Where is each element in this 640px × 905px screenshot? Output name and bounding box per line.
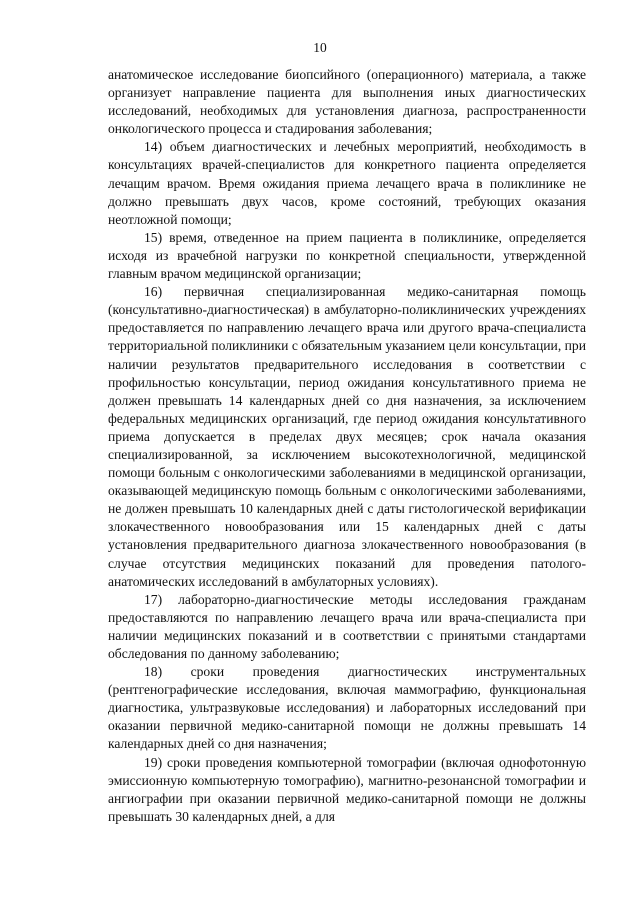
page-number: 10: [313, 40, 327, 55]
paragraph-item-15: 15) время, отведенное на прием пациента в поликлинике, определяется исходя из врачебной нагрузки по конкретной специальности, утвержденной главным врачом медицинской организации;: [108, 229, 586, 282]
document-body: [108, 66, 586, 826]
paragraph-item-18: 18) сроки проведения диагностических инструментальных (рентгенографические исследования, включая маммографию, функциональная диагностика, ультразвуковые исследования) и лабораторных исследований при оказании первичной медико-санитарной помощи не должны превышать 14 календарных дней со дня назначения;: [108, 664, 586, 752]
paragraph-item-16: 16) первичная специализированная медико-санитарная помощь (консультативно-диагностическая) в амбулаторно-поликлинических учреждениях предоставляется по направлению лечащего врача или другого врача-специалиста территориальной поликлиники с обязательным указанием цели консультации, при наличии результатов предварительного исследования в соответствии с профильностью консультации, период ожидания консультативного приема не должен превышать 14 календарных дней со дня назначения, за исключением федеральных медицинских организаций, где период ожидания консультативного приема допускается в пределах двух месяцев; срок начала оказания специализированной, за исключением высокотехнологичной, медицинской помощи больным с онкологическими заболеваниями в медицинской организации, оказывающей медицинскую помощь больным с онкологическими заболеваниями, не должен превышать 10 календарных дней с даты гистологической верификации злокачественного новообразования или 15 календарных дней с даты установления предварительного диагноза злокачественного новообразования (в случае отсутствия медицинских показаний для проведения патолого-анатомических исследований в амбулаторных условиях).: [108, 284, 586, 589]
paragraph-continuation: анатомическое исследование биопсийного (операционного) материала, а также организует направление пациента для выполнения иных диагностических исследований, необходимых для установления диагноза, распространенности онкологического процесса и стадирования заболевания;: [108, 67, 586, 137]
paragraph-item-17: 17) лабораторно-диагностические методы исследования гражданам предоставляются по направлению лечащего врача или врача-специалиста при наличии медицинских показаний и в соответствии с принятыми стандартами обследования по данному заболеванию;: [108, 591, 586, 661]
paragraph-item-14: 14) объем диагностических и лечебных мероприятий, необходимость в консультациях врачей-специалистов для конкретного пациента определяется лечащим врачом. Время ожидания приема лечащего врача в поликлинике не должно превышать двух часов, кроме состояний, требующих оказания неотложной помощи;: [108, 139, 586, 227]
paragraph-item-19: 19) сроки проведения компьютерной томографии (включая однофотонную эмиссионную компьютерную томографию), магнитно-резонансной томографии и ангиографии при оказании первичной медико-санитарной помощи не должны превышать 30 календарных дней, а для: [108, 754, 586, 824]
